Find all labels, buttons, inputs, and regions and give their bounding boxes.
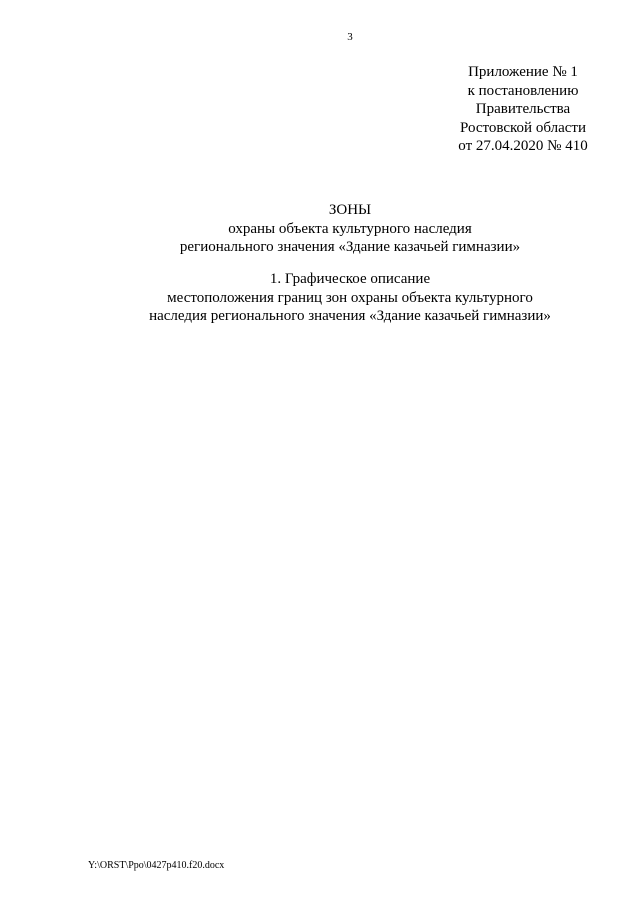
title-line-object: регионального значения «Здание казачьей гимназии»: [179, 239, 521, 255]
appendix-line-number: Приложение № 1: [468, 64, 578, 80]
appendix-line-resolution: к постановлению: [467, 82, 579, 99]
section-heading: [100, 270, 600, 326]
appendix-line-date: от 27.04.2020 № 410: [458, 138, 588, 154]
page-number: 3: [347, 31, 353, 43]
appendix-header: [440, 63, 606, 156]
footer-file-path: Y:\ORST\Ppo\0427p410.f20.docx: [88, 860, 225, 871]
appendix-line-region: Ростовской области: [460, 119, 586, 136]
title-heading: ЗОНЫ: [328, 202, 372, 218]
section-line-3: наследия регионального значения «Здание казачьей гимназии»: [149, 308, 551, 324]
appendix-line-government: Правительства: [475, 101, 571, 117]
section-line-2: местоположения границ зон охраны объекта культурного: [167, 289, 533, 306]
document-title: [100, 201, 600, 257]
title-line-protection: охраны объекта культурного наследия: [228, 220, 472, 237]
section-line-1: 1. Графическое описание: [269, 271, 431, 287]
